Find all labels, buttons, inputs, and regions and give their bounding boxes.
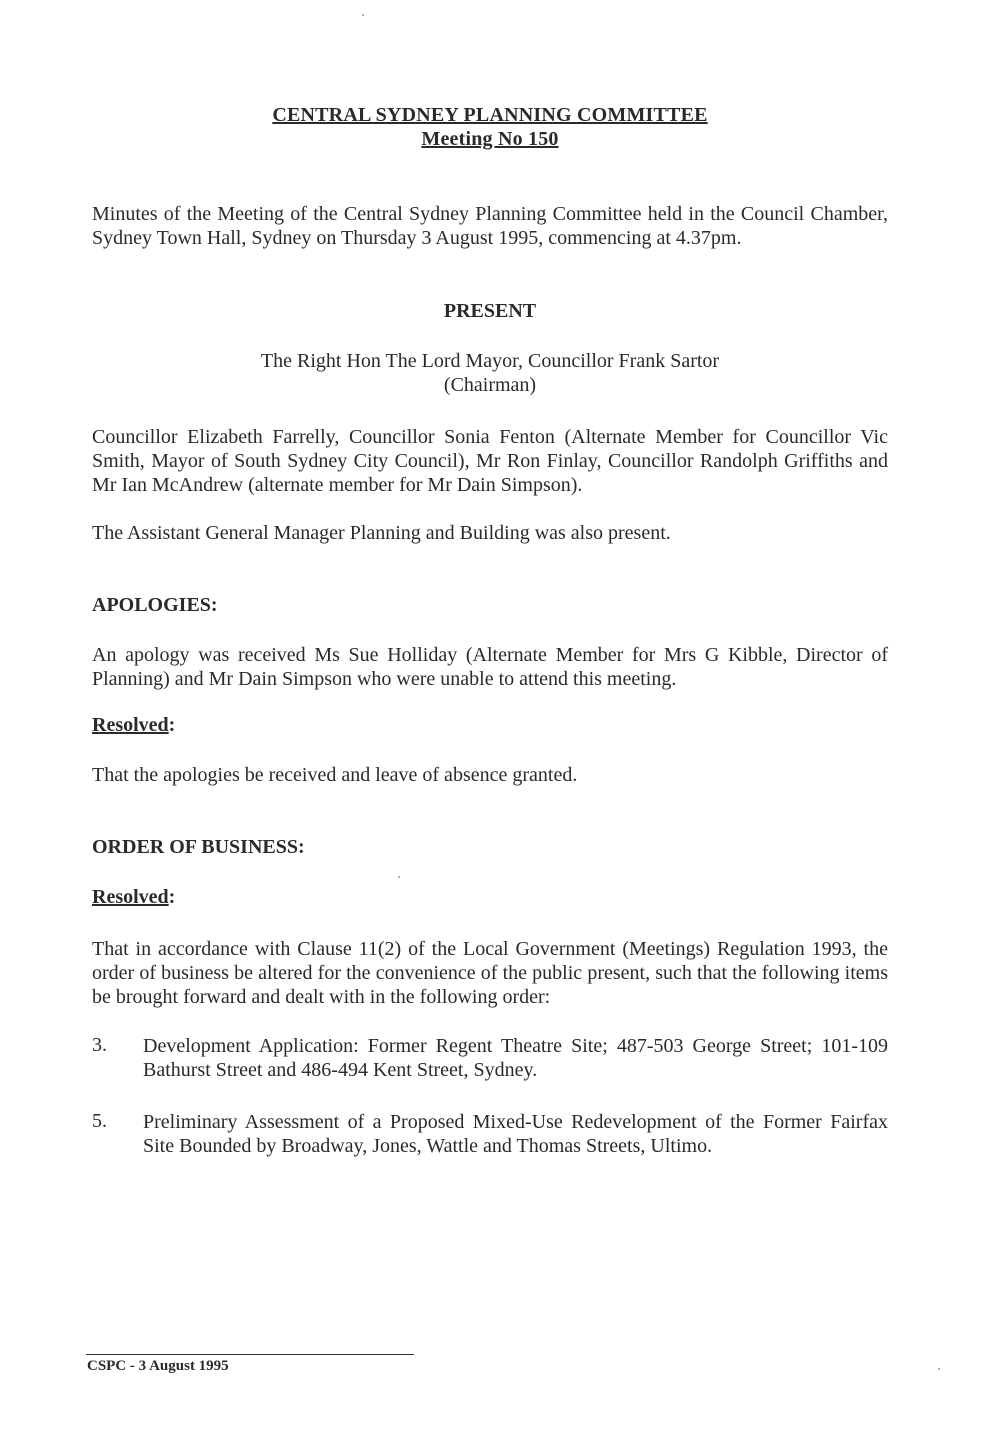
- apologies-resolved-text: That the apologies be received and leave of absence granted.: [92, 764, 578, 786]
- intro-paragraph: Minutes of the Meeting of the Central Sydney Planning Committee held in the Council Chamber, Sydney Town Hall, Sydney on Thursday 3 August 1995, commencing at 4.37pm.: [92, 203, 888, 249]
- order-of-business-heading: ORDER OF BUSINESS:: [92, 836, 305, 858]
- chairman-role: (Chairman): [443, 374, 537, 396]
- resolved-label: Resolved: [92, 714, 169, 736]
- footer-divider: [86, 1354, 414, 1355]
- order-resolved-heading: Resolved:: [92, 886, 176, 908]
- apologies-paragraph: An apology was received Ms Sue Holliday (Alternate Member for Mrs G Kibble, Director of Planning) and Mr Dain Simpson who were unable to attend this meeting.: [92, 644, 888, 690]
- scan-speck: [398, 876, 400, 878]
- order-resolved-text: That in accordance with Clause 11(2) of the Local Government (Meetings) Regulation 1993, the order of business be altered for the convenience of the public present, such that the following items be brought forward and dealt with in the following order:: [92, 938, 888, 1008]
- apologies-resolved-heading: Resolved:: [92, 714, 176, 736]
- list-item-text: Development Application: Former Regent Theatre Site; 487-503 George Street; 101-109 Bathurst Street and 486-494 Kent Street, Sydney.: [143, 1035, 888, 1081]
- list-item-number: 3.: [92, 1034, 107, 1056]
- footer-text: CSPC - 3 August 1995: [87, 1358, 229, 1374]
- resolved-label: Resolved: [92, 886, 169, 908]
- members-paragraph: Councillor Elizabeth Farrelly, Councillor Sonia Fenton (Alternate Member for Councillor Vic Smith, Mayor of South Sydney City Council), Mr Ron Finlay, Councillor Randolph Griffiths and Mr Ian McAndrew (alternate member for Mr Dain Simpson).: [92, 426, 888, 496]
- scan-speck: [938, 1368, 940, 1370]
- chairman-line: The Right Hon The Lord Mayor, Councillor Frank Sartor: [260, 350, 720, 372]
- present-heading: PRESENT: [443, 300, 537, 322]
- scan-speck: [362, 14, 364, 16]
- list-item-number: 5.: [92, 1110, 107, 1132]
- also-present-paragraph: The Assistant General Manager Planning and Building was also present.: [92, 522, 671, 544]
- list-item-text: Preliminary Assessment of a Proposed Mixed-Use Redevelopment of the Former Fairfax Site Bounded by Broadway, Jones, Wattle and Thomas Streets, Ultimo.: [143, 1111, 888, 1157]
- apologies-heading: APOLOGIES:: [92, 594, 218, 616]
- meeting-number: Meeting No 150: [421, 128, 559, 150]
- document-title: CENTRAL SYDNEY PLANNING COMMITTEE: [272, 104, 708, 126]
